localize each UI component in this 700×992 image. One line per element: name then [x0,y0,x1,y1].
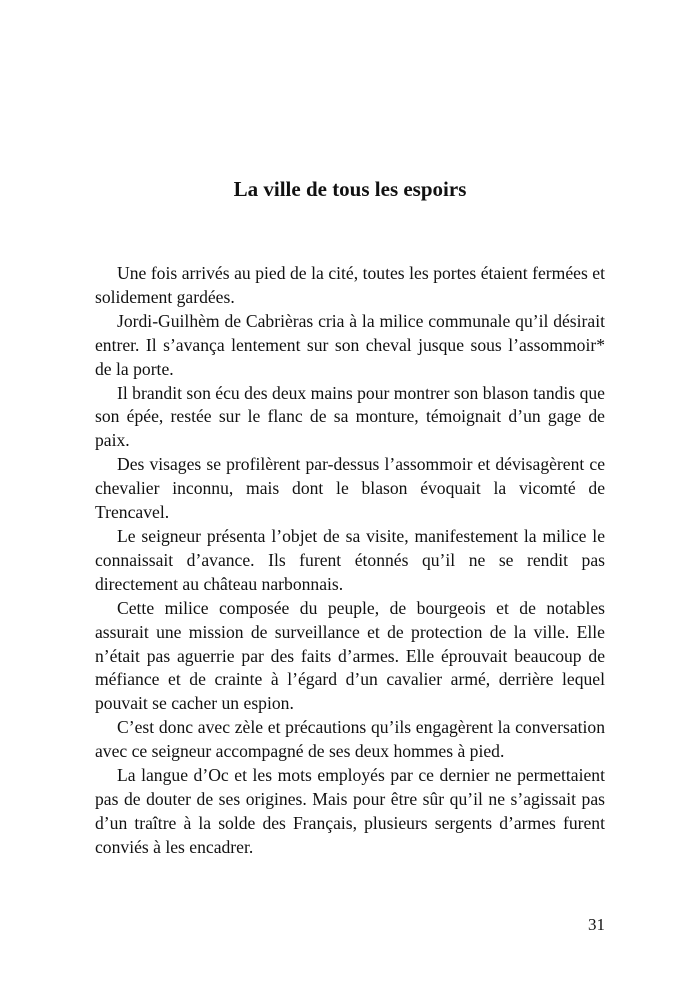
chapter-title: La ville de tous les espoirs [233,177,467,201]
paragraph: Le seigneur présenta l’objet de sa visite, manifestement la milice le connaissait d’avance. Ils furent étonnés qu’il ne se rendit pas directement au château narbonnais. [95,525,605,594]
paragraph: Des visages se profilèrent par-dessus l’assommoir et dévisagèrent ce chevalier inconnu, mais dont le blason évoquait la vicomté de Trencavel. [95,454,605,523]
page-number: 31 [588,915,605,934]
paragraph: Cette milice composée du peuple, de bourgeois et de notables assurait une mission de surveillance et de protection de la ville. Elle n’était pas aguerrie par des faits d’armes. Elle éprouvait beaucoup de méfiance et de crainte à l’égard d’un cavalier armé, derrière lequel pouvait se cacher un espion. [95,597,605,714]
paragraph: C’est donc avec zèle et précautions qu’ils engagèrent la conversation avec ce seigneur accompagné de ses deux hommes à pied. [95,717,605,762]
body-text [95,262,605,860]
paragraph: Une fois arrivés au pied de la cité, toutes les portes étaient fermées et solidement gardées. [95,263,605,307]
paragraph: La langue d’Oc et les mots employés par ce dernier ne permettaient pas de douter de ses origines. Mais pour être sûr qu’il ne s’agissait pas d’un traître à la solde des Français, plusieurs sergents d’armes furent conviés à les encadrer. [95,765,605,857]
paragraph: Jordi-Guilhèm de Cabrièras cria à la milice communale qu’il désirait entrer. Il s’avança lentement sur son cheval jusque sous l’assommoir* de la porte. [95,310,605,379]
paragraph: Il brandit son écu des deux mains pour montrer son blason tandis que son épée, restée sur le flanc de sa monture, témoignait d’un gage de paix. [95,382,605,451]
